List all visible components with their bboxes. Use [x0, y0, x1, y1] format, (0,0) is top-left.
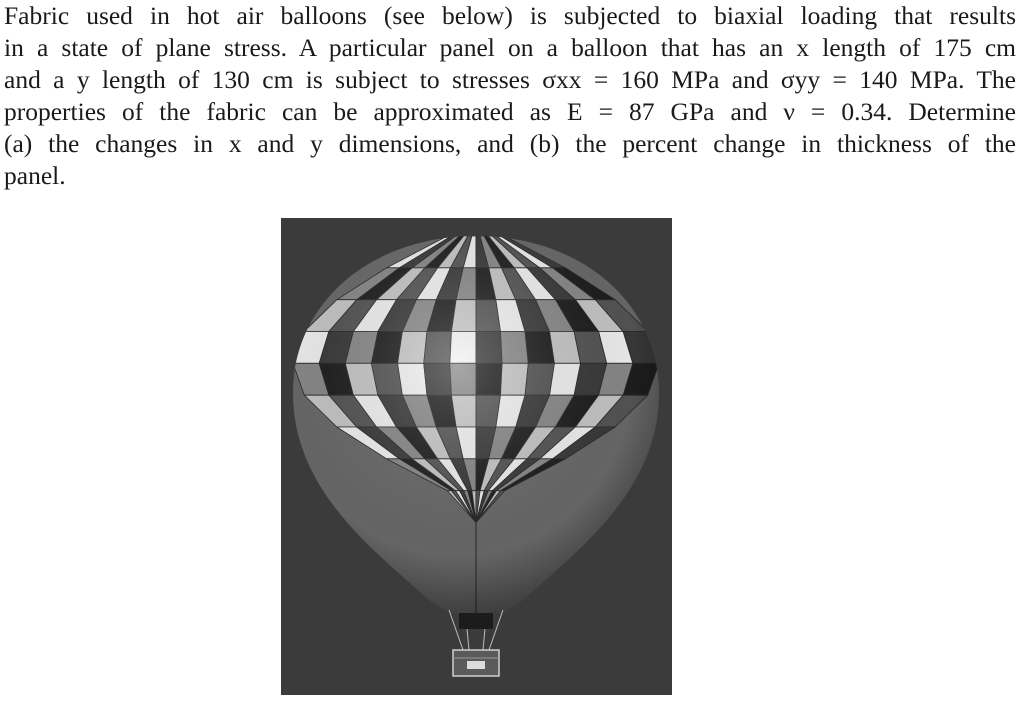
balloon-basket — [453, 650, 499, 676]
problem-line-6: panel. — [4, 161, 66, 190]
hot-air-balloon-figure — [281, 218, 672, 695]
problem-line-4: properties of the fabric can be approximated as E = 87 GPa and ν = 0.34. Determine — [4, 97, 1016, 126]
problem-line-5: (a) the changes in x and y dimensions, and (b) the percent change in thickness of the — [4, 129, 1016, 158]
problem-statement — [4, 0, 1016, 192]
hot-air-balloon-icon — [281, 218, 672, 695]
balloon-skirt — [459, 613, 493, 629]
problem-line-2: in a state of plane stress. A particular panel on a balloon that has an x length of 175 cm — [4, 33, 1016, 62]
balloon-envelope — [281, 218, 672, 638]
problem-line-3: and a y length of 130 cm is subject to stresses σxx = 160 MPa and σyy = 140 MPa. The — [4, 65, 1016, 94]
problem-line-1: Fabric used in hot air balloons (see below) is subjected to biaxial loading that results — [4, 1, 1016, 30]
